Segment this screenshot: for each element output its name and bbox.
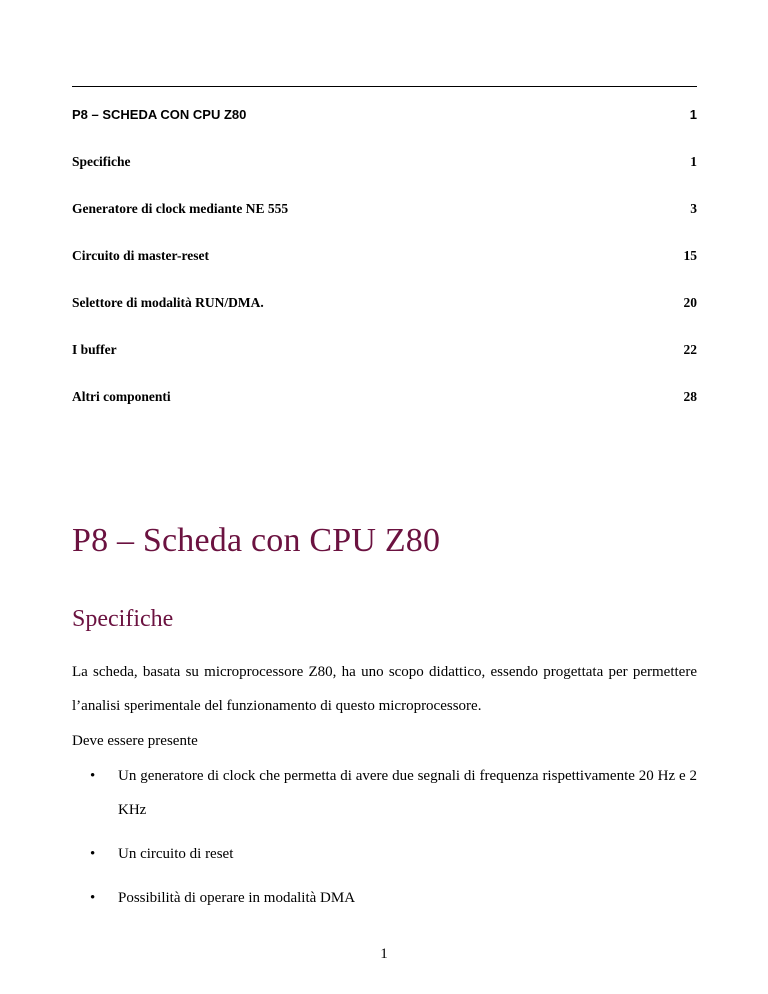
- toc-entry[interactable]: [72, 201, 697, 248]
- toc-entry[interactable]: [72, 248, 697, 295]
- toc-entry-page: 28: [683, 389, 697, 404]
- toc-entry[interactable]: [72, 389, 697, 436]
- toc-entry-page: 20: [683, 295, 697, 310]
- requirements-list: [72, 759, 697, 925]
- section-heading: Specifiche: [72, 606, 174, 632]
- toc-entry-page: 22: [683, 342, 697, 357]
- toc-entry-label: Selettore di modalità RUN/DMA.: [72, 295, 264, 310]
- list-item: [72, 881, 697, 915]
- list-item: [72, 759, 697, 827]
- bullet-icon: •: [90, 890, 96, 906]
- toc-entry-label: I buffer: [72, 342, 117, 357]
- toc-entry-label: Altri componenti: [72, 389, 171, 404]
- bullet-icon: •: [90, 768, 96, 784]
- body-paragraph: La scheda, basata su microprocessore Z80, ha uno scopo didattico, essendo progettata per permettere l’analisi sperimentale del funzionamento di questo microprocessore.: [72, 664, 697, 714]
- toc-entry[interactable]: [72, 295, 697, 342]
- list-item-text: Un generatore di clock che permetta di avere due segnali di frequenza rispettivamente 20 Hz e 2 KHz: [118, 768, 697, 818]
- toc-top-rule: [72, 86, 697, 87]
- list-item-text: Possibilità di operare in modalità DMA: [118, 890, 356, 906]
- page-number: 1: [380, 946, 388, 962]
- toc-entry-label: Circuito di master-reset: [72, 248, 209, 263]
- chapter-heading: P8 – Scheda con CPU Z80: [72, 522, 441, 559]
- toc-entry-page: 15: [683, 248, 697, 263]
- table-of-contents: [72, 107, 697, 436]
- toc-entry-label: Generatore di clock mediante NE 555: [72, 201, 289, 216]
- list-item-text: Un circuito di reset: [118, 846, 234, 862]
- body-paragraph: Deve essere presente: [72, 733, 198, 749]
- toc-entry-label: P8 – SCHEDA CON CPU Z80: [72, 107, 247, 122]
- toc-entry-page: 1: [690, 154, 697, 169]
- toc-entry[interactable]: [72, 154, 697, 201]
- toc-entry-page: 3: [690, 201, 697, 216]
- bullet-icon: •: [90, 846, 96, 862]
- list-item: [72, 837, 697, 871]
- toc-entry[interactable]: [72, 342, 697, 389]
- toc-entry-page: 1: [689, 107, 697, 122]
- toc-entry[interactable]: [72, 107, 697, 154]
- toc-entry-label: Specifiche: [72, 154, 131, 169]
